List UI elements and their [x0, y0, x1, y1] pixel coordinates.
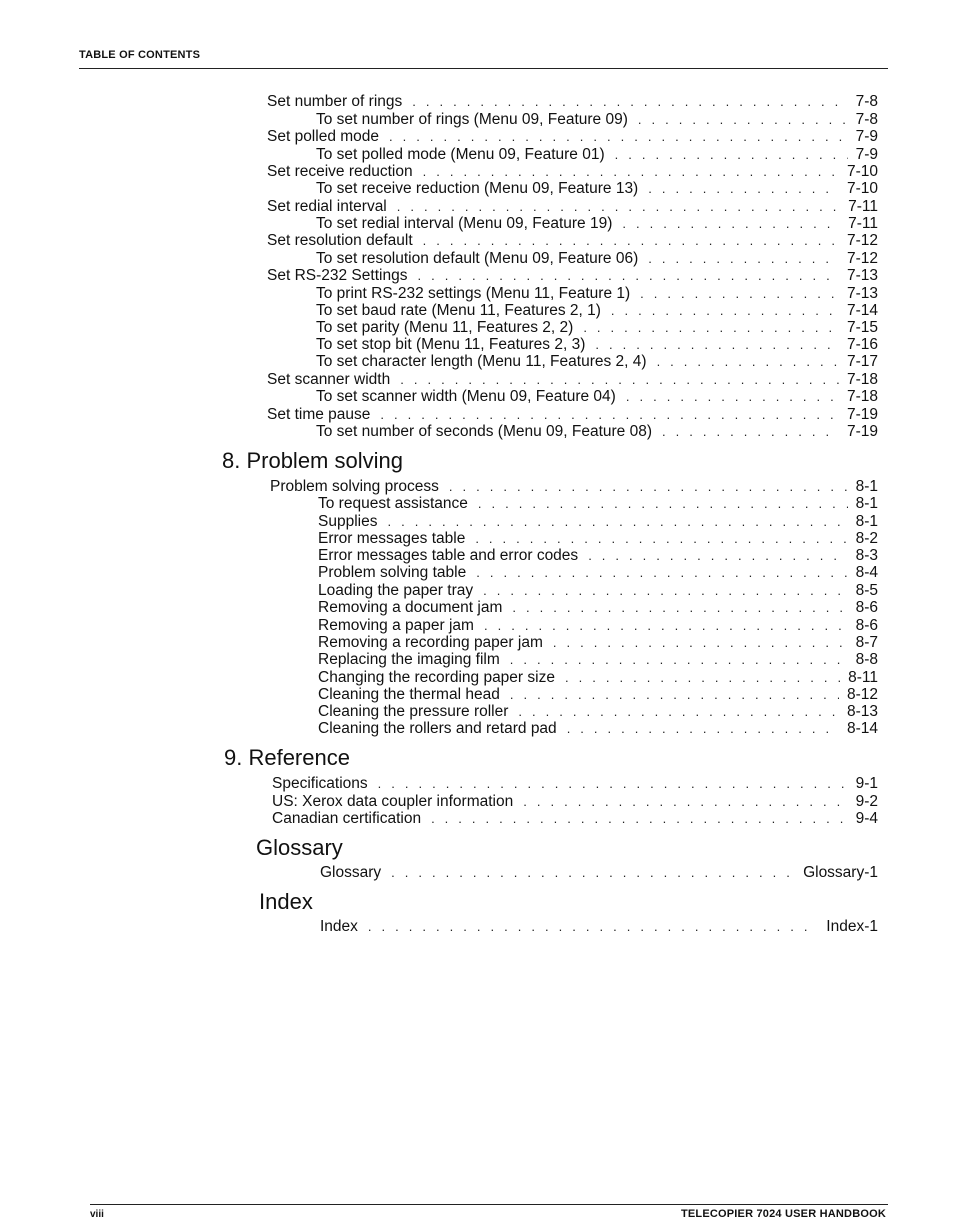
toc-entry[interactable] [267, 406, 878, 423]
toc-entry[interactable] [316, 250, 878, 267]
toc-entry[interactable] [318, 651, 878, 668]
dot-leader [662, 423, 839, 440]
running-header: TABLE OF CONTENTS [79, 49, 201, 61]
toc-entry-label: Loading the paper tray [318, 582, 474, 599]
dot-leader [387, 513, 847, 530]
toc-entry-page: 7-14 [846, 302, 878, 319]
toc-entry-label: Problem solving table [318, 564, 467, 581]
toc-entry[interactable] [316, 319, 878, 336]
toc-entry-page: 8-1 [855, 495, 878, 512]
toc-entry-page: 8-6 [855, 599, 878, 616]
toc-entry[interactable] [320, 918, 878, 935]
toc-entry-label: Replacing the imaging film [318, 651, 500, 668]
toc-entry-label: Removing a paper jam [318, 617, 474, 634]
glossary-heading: Glossary [256, 835, 343, 860]
toc-entry-label: Error messages table [318, 530, 466, 547]
toc-entry-page: 7-10 [846, 180, 878, 197]
toc-entry-page: 7-10 [846, 163, 878, 180]
dot-leader [553, 634, 848, 651]
dot-leader [626, 388, 839, 405]
toc-entry-label: To set parity (Menu 11, Features 2, 2) [316, 319, 574, 336]
toc-entry[interactable] [318, 582, 878, 599]
toc-entry-page: 9-4 [855, 810, 878, 827]
toc-entry[interactable] [316, 111, 878, 128]
dot-leader [423, 232, 839, 249]
dot-leader [640, 285, 839, 302]
chapter-8-heading: 8. Problem solving [222, 448, 403, 473]
toc-entry[interactable] [267, 267, 878, 284]
toc-entry[interactable] [272, 775, 878, 792]
toc-entry-page: 8-11 [848, 669, 878, 686]
toc-entry-page: 8-1 [855, 513, 878, 530]
toc-entry-label: Set RS-232 Settings [267, 267, 408, 284]
toc-entry[interactable] [320, 864, 878, 881]
toc-entry[interactable] [318, 703, 878, 720]
toc-entry-page: 8-3 [855, 547, 878, 564]
toc-entry-page: 8-2 [855, 530, 878, 547]
toc-entry[interactable] [267, 198, 878, 215]
footer-rule [90, 1204, 888, 1205]
page-number: viii [90, 1209, 104, 1220]
dot-leader [417, 267, 839, 284]
toc-entry-label: To set scanner width (Menu 09, Feature 04) [316, 388, 616, 405]
toc-entry[interactable] [318, 669, 878, 686]
toc-entry-page: Glossary-1 [803, 864, 878, 881]
toc-entry[interactable] [318, 686, 878, 703]
toc-entry[interactable] [272, 810, 878, 827]
toc-entry[interactable] [318, 617, 878, 634]
dot-leader [389, 128, 848, 145]
toc-entry-label: Set number of rings [267, 93, 403, 110]
toc-entry-label: Set time pause [267, 406, 371, 423]
toc-entry[interactable] [267, 371, 878, 388]
toc-entry-page: 7-12 [846, 232, 878, 249]
toc-entry[interactable] [316, 423, 878, 440]
toc-entry-page: 8-13 [846, 703, 878, 720]
toc-entry[interactable] [316, 336, 878, 353]
toc-entry-label: To set stop bit (Menu 11, Features 2, 3) [316, 336, 586, 353]
dot-leader [431, 810, 848, 827]
toc-entry-label: To set resolution default (Menu 09, Feature 06) [316, 250, 639, 267]
toc-entry[interactable] [272, 793, 878, 810]
toc-entry-label: To set polled mode (Menu 09, Feature 01) [316, 146, 605, 163]
dot-leader [449, 478, 848, 495]
toc-entry-label: Removing a recording paper jam [318, 634, 543, 651]
toc-entry-label: To set number of rings (Menu 09, Feature 09) [316, 111, 628, 128]
toc-entry[interactable] [318, 564, 878, 581]
toc-entry-page: 8-5 [855, 582, 878, 599]
toc-entry[interactable] [318, 495, 878, 512]
dot-leader [484, 617, 848, 634]
toc-entry[interactable] [318, 634, 878, 651]
toc-entry[interactable] [267, 232, 878, 249]
toc-entry-label: Set receive reduction [267, 163, 413, 180]
toc-entry-page: 7-13 [846, 267, 878, 284]
toc-entry-page: 8-7 [855, 634, 878, 651]
toc-entry-label: To request assistance [318, 495, 468, 512]
toc-entry-label: Problem solving process [270, 478, 439, 495]
toc-entry-label: To set number of seconds (Menu 09, Feature 08) [316, 423, 653, 440]
toc-entry-page: 7-15 [846, 319, 878, 336]
toc-entry-label: To set receive reduction (Menu 09, Feature 13) [316, 180, 639, 197]
toc-entry-page: 7-11 [848, 198, 878, 215]
toc-entry-page: 7-12 [846, 250, 878, 267]
toc-entry[interactable] [318, 720, 878, 737]
dot-leader [622, 215, 840, 232]
dot-leader [412, 93, 847, 110]
dot-leader [483, 582, 847, 599]
toc-entry-label: To print RS-232 settings (Menu 11, Feature 1) [316, 285, 631, 302]
toc-entry[interactable] [318, 513, 878, 530]
toc-entry[interactable] [316, 146, 878, 163]
toc-entry-page: 7-19 [846, 406, 878, 423]
book-title: TELECOPIER 7024 USER HANDBOOK [680, 1208, 886, 1220]
toc-entry-label: Glossary [320, 864, 382, 881]
dot-leader [423, 163, 839, 180]
toc-entry-page: 9-1 [855, 775, 878, 792]
toc-entry-label: Specifications [272, 775, 368, 792]
toc-entry[interactable] [267, 163, 878, 180]
toc-entry-page: 7-8 [855, 111, 878, 128]
toc-entry[interactable] [316, 180, 878, 197]
dot-leader [567, 720, 839, 737]
toc-entry[interactable] [316, 285, 878, 302]
toc-entry[interactable] [270, 478, 878, 495]
toc-entry-label: Set resolution default [267, 232, 413, 249]
toc-entry-label: To set baud rate (Menu 11, Features 2, 1) [316, 302, 601, 319]
dot-leader [378, 775, 848, 792]
toc-entry-page: 7-16 [846, 336, 878, 353]
dot-leader [648, 180, 839, 197]
toc-entry-label: Supplies [318, 513, 378, 530]
toc-entry-page: 8-12 [846, 686, 878, 703]
dot-leader [510, 686, 839, 703]
toc-entry[interactable] [318, 599, 878, 616]
dot-leader [368, 918, 818, 935]
toc-entry-page: 7-11 [848, 215, 878, 232]
dot-leader [397, 198, 840, 215]
toc-entry-label: To set redial interval (Menu 09, Feature 19) [316, 215, 613, 232]
toc-entry-label: To set character length (Menu 11, Features 2, 4) [316, 353, 647, 370]
dot-leader [638, 111, 848, 128]
toc-entry[interactable] [316, 353, 878, 370]
dot-leader [518, 703, 839, 720]
toc-entry-page: Index-1 [826, 918, 878, 935]
chapter-9-heading: 9. Reference [224, 745, 350, 770]
toc-entry[interactable] [316, 215, 878, 232]
toc-entry-label: Set scanner width [267, 371, 391, 388]
toc-entry-page: 8-6 [855, 617, 878, 634]
dot-leader [595, 336, 839, 353]
dot-leader [648, 250, 839, 267]
toc-entry-page: 7-8 [855, 93, 878, 110]
toc-entry-label: Cleaning the rollers and retard pad [318, 720, 557, 737]
toc-entry-label: Cleaning the thermal head [318, 686, 500, 703]
dot-leader [475, 530, 847, 547]
toc-entry-label: Error messages table and error codes [318, 547, 579, 564]
toc-entry-label: Set polled mode [267, 128, 380, 145]
toc-entry-page: 7-13 [846, 285, 878, 302]
toc-entry[interactable] [267, 93, 878, 110]
toc-entry[interactable] [316, 388, 878, 405]
toc-entry-label: Removing a document jam [318, 599, 503, 616]
header-rule [79, 68, 888, 69]
dot-leader [523, 793, 847, 810]
toc-entry-page: 7-18 [846, 388, 878, 405]
toc-entry[interactable] [267, 128, 878, 145]
toc-entry-page: 8-14 [846, 720, 878, 737]
toc-entry-page: 9-2 [855, 793, 878, 810]
toc-entry-page: 7-19 [846, 423, 878, 440]
dot-leader [657, 353, 839, 370]
toc-entry-page: 8-1 [855, 478, 878, 495]
toc-entry[interactable] [318, 530, 878, 547]
dot-leader [478, 495, 848, 512]
toc-entry-page: 7-9 [855, 128, 878, 145]
dot-leader [611, 302, 839, 319]
toc-entry[interactable] [316, 302, 878, 319]
toc-entry-page: 8-8 [855, 651, 878, 668]
toc-entry-label: US: Xerox data coupler information [272, 793, 514, 810]
dot-leader [391, 864, 795, 881]
toc-entry-page: 8-4 [855, 564, 878, 581]
toc-entry-label: Changing the recording paper size [318, 669, 555, 686]
toc-entry-page: 7-17 [846, 353, 878, 370]
dot-leader [583, 319, 839, 336]
toc-entry-label: Cleaning the pressure roller [318, 703, 509, 720]
dot-leader [476, 564, 847, 581]
toc-entry-label: Set redial interval [267, 198, 387, 215]
dot-leader [380, 406, 839, 423]
toc-entry-page: 7-9 [855, 146, 878, 163]
toc-entry[interactable] [318, 547, 878, 564]
toc-entry-label: Canadian certification [272, 810, 422, 827]
dot-leader [565, 669, 840, 686]
toc-entry-page: 7-18 [846, 371, 878, 388]
dot-leader [588, 547, 847, 564]
dot-leader [510, 651, 848, 668]
dot-leader [512, 599, 847, 616]
index-heading: Index [259, 889, 313, 914]
dot-leader [400, 371, 839, 388]
toc-entry-label: Index [320, 918, 358, 935]
dot-leader [615, 146, 848, 163]
